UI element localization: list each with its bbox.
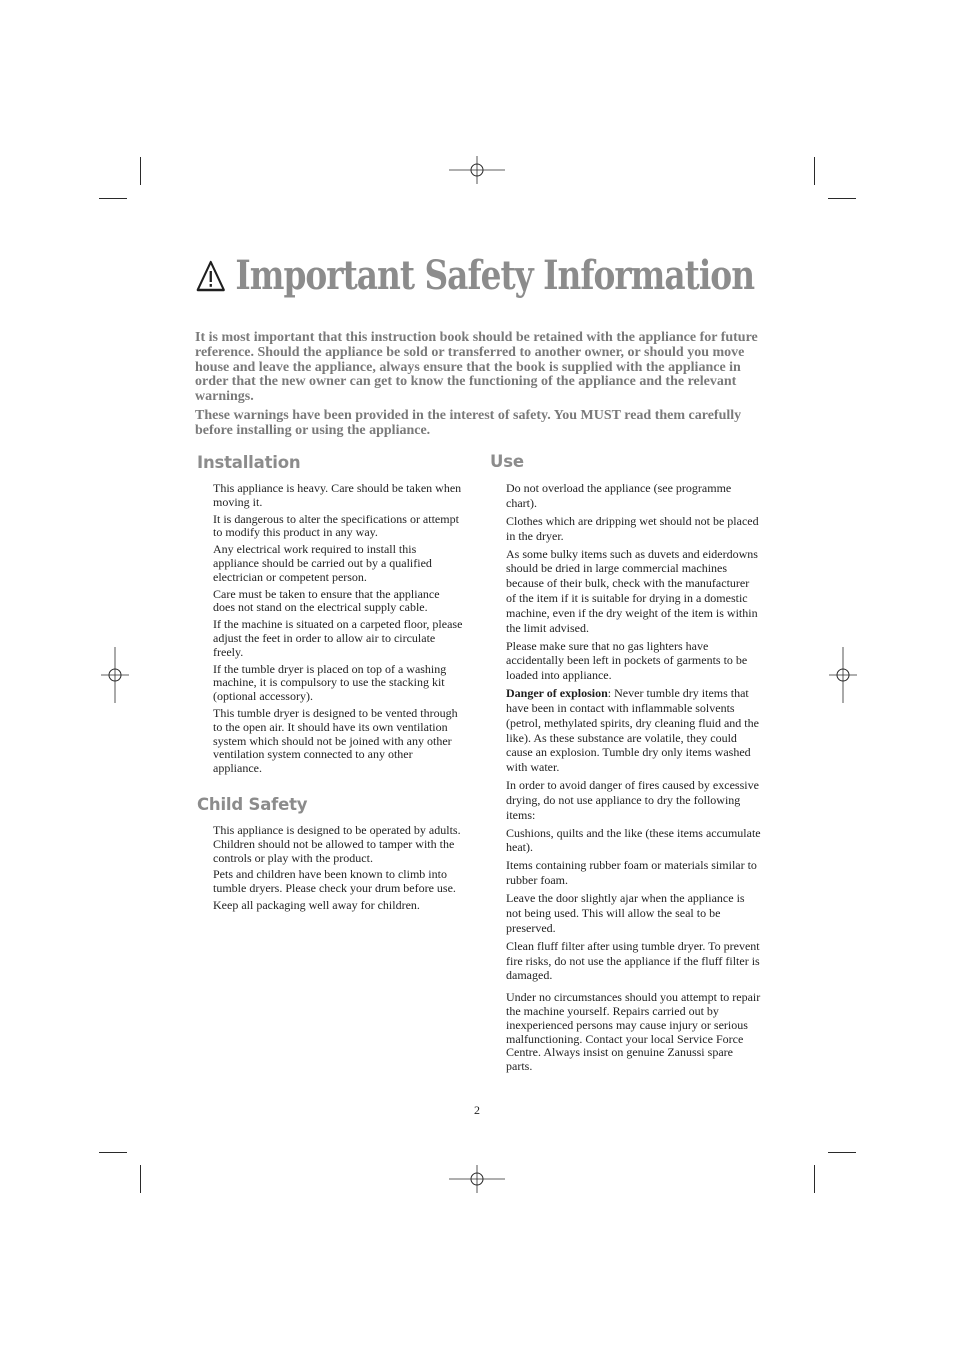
explosion-warning-item <box>506 686 762 775</box>
crop-mark <box>140 157 141 185</box>
crop-mark <box>828 1152 856 1153</box>
registration-mark-icon <box>449 142 505 198</box>
installation-list <box>197 482 463 776</box>
list-item: If the tumble dryer is placed on top of a washing machine, it is compulsory to use the stacking kit (optional accessory). <box>213 661 447 704</box>
list-item: If the machine is situated on a carpeted floor, please adjust the feet in order to allow air to circulate freely. <box>213 617 463 659</box>
registration-mark-icon <box>87 647 143 703</box>
list-item: This tumble dryer is designed to be vented through to the open air. It should have its own ventilation system which should not be joined with any other ventilation system connected to any other appliance. <box>213 705 458 776</box>
crop-mark <box>814 1165 815 1193</box>
explosion-text: : Never tumble dry items that have been in contact with inflammable solvents (petrol, methylated spirits, dry cleaning fluid and the like). As these substance are volatile, they could cause an explosion. Tumble dry only items washed with water. <box>506 686 759 775</box>
list-item: Leave the door slightly ajar when the appliance is not being used. This will allow the seal to be preserved. <box>506 891 745 935</box>
child-safety-list <box>197 824 463 913</box>
list-item: Please make sure that no gas lighters have accidentally been left in pockets of garments to be loaded into appliance. <box>506 638 748 683</box>
list-item: Any electrical work required to install this appliance should be carried out by a qualified electrician or competent person. <box>213 542 432 584</box>
intro-paragraph: It is most important that this instruction book should be retained with the appliance for future reference. Should the appliance be sold or transferred to another owner, or should you move house and leave the appliance, always ensure that the book is supplied with the appliance in order that the new owner can get to know the functioning of the appliance and the relevant warnings. <box>195 330 758 405</box>
list-item: Under no circumstances should you attempt to repair the machine yourself. Repairs carried out by inexperienced persons may cause injury or serious malfunctioning. Contact your local Service Force Centre. Always insist on genuine Zanussi spare parts. <box>506 990 761 1074</box>
list-item: As some bulky items such as duvets and eiderdowns should be dried in large commercial machines because of their bulk, check with the manufacturer of the item if it is suitable for drying in a domestic machine, even if the dry weight of the item is within the limit advised. <box>506 546 758 635</box>
page-title-text: Important Safety Information <box>235 252 755 299</box>
list-item: Clothes which are dripping wet should not be placed in the dryer. <box>506 513 759 543</box>
explosion-label: Danger of explosion <box>506 686 608 701</box>
warning-triangle-icon <box>196 260 226 292</box>
intro-paragraph: These warnings have been provided in the interest of safety. You MUST read them carefully before installing or using the appliance. <box>195 407 742 438</box>
right-column <box>490 452 762 1077</box>
section-spacer <box>197 779 463 795</box>
registration-mark-icon <box>449 1151 505 1207</box>
list-item: Cushions, quilts and the like (these items accumulate heat). <box>506 825 761 855</box>
crop-mark <box>99 198 127 199</box>
list-item: Pets and children have been known to climb into tumble dryers. Please check your drum before use. <box>213 867 456 896</box>
intro-block <box>195 331 759 443</box>
list-item: This appliance is designed to be operated by adults. Children should not be allowed to tamper with the controls or play with the product. <box>213 822 461 865</box>
installation-heading: Installation <box>197 453 301 472</box>
left-column <box>197 453 463 916</box>
list-item: Clean fluff filter after using tumble dryer. To prevent fire risks, do not use the appliance if the fluff filter is damaged. <box>506 938 760 983</box>
list-item: It is dangerous to alter the specifications or attempt to modify this product in any way. <box>213 511 459 540</box>
crop-mark <box>828 198 856 199</box>
registration-mark-icon <box>815 647 871 703</box>
list-item: This appliance is heavy. Care should be taken when moving it. <box>213 481 462 509</box>
use-list <box>490 481 762 1074</box>
page-title <box>196 252 754 299</box>
list-item: Care must be taken to ensure that the appliance does not stand on the electrical supply cable. <box>213 586 440 615</box>
list-item: In order to avoid danger of fires caused by excessive drying, do not use appliance to dry the following items: <box>506 778 759 822</box>
list-item: Do not overload the appliance (see programme chart). <box>506 481 732 510</box>
use-heading: Use <box>490 452 524 471</box>
crop-mark <box>814 157 815 185</box>
list-item: Items containing rubber foam or materials similar to rubber foam. <box>506 858 757 888</box>
crop-mark <box>140 1165 141 1193</box>
crop-mark <box>99 1152 127 1153</box>
page-number: 2 <box>474 1103 480 1117</box>
list-item: Keep all packaging well away for children. <box>213 897 420 912</box>
child-safety-heading: Child Safety <box>197 794 308 814</box>
